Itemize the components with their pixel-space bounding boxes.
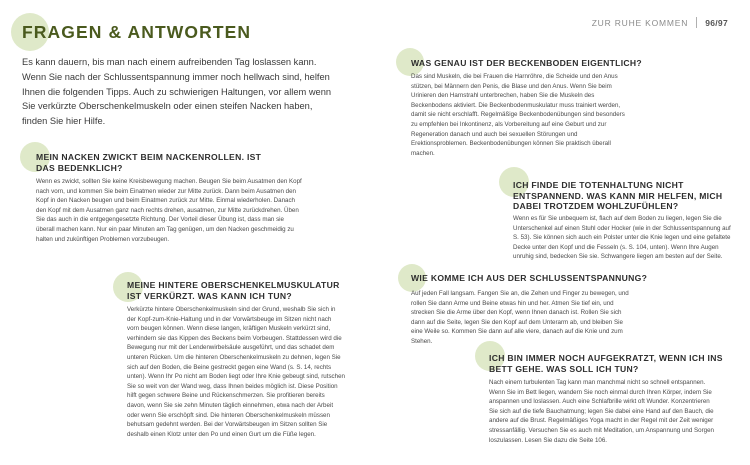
page-numbers: 96/97 — [705, 17, 728, 28]
answer-corpse-pose: Wenn es für Sie unbequem ist, flach auf dem Boden zu liegen, legen Sie die Unterschenkel auf einen Stuhl oder Hocker (wie in der Schlussentspannung auf S. 53). Sie können sich auch ein Polster unter die Knie legen und eine gefaltete Decke unter den Kopf und die Fesseln (s. S. 104, unten). Wenn Ihre Augen unruhig sind, bedecken Sie sie. Schwangere liegen am besten auf der Seite. — [513, 215, 731, 261]
question-corpse-pose: ICH FINDE DIE TOTENHALTUNG NICHT ENTSPANNEND. WAS KANN MIR HELFEN, MICH DABEI TROTZDEM WOHLZUFÜHLEN? — [513, 180, 723, 211]
answer-hamstrings: Verkürzte hintere Oberschenkelmuskeln sind der Grund, weshalb Sie sich in der Kopf-zum-Knie-Haltung und in der Vorwärtsbeuge im Sitzen nicht nach vorn beugen können. Wenn diese langen, kräftigen Muskeln verkürzt sind, verhindern sie das Kippen des Beckens beim Vorbeugen. Stattdessen wird die Bewegung nur mit der Lendenwirbelsäule ausgeführt, und das schadet dem unteren Rücken. Um die hinteren Oberschenkelmuskeln zu dehnen, legen Sie sich auf den Boden, die Beine gestreckt gegen eine Wand (s. S. 14, rechts unten). Wenn Ihr Po nicht am Boden liegt oder Ihre Knie gebeugt sind, rutschen Sie so weit von der Wand weg, dass Ihnen beides möglich ist. Diese Position hilft gegen schwere Beine und Rückenschmerzen. Sie profitieren bereits davon, wenn Sie sie zehn Minuten täglich einnehmen, etwa nach der Arbeit oder wenn Sie erschöpft sind. Die hinteren Oberschenkelmuskeln müssen behutsam gedehnt werden. Bei der Vorwärtsbeugen im Sitzen sollten Sie deshalb einen Klotz unter den Po und einen Gurt um die Füße legen. — [127, 306, 345, 438]
answer-wound-up: Nach einem turbulenten Tag kann man manchmal nicht so schnell entspannen. Wenn Sie im Bett liegen, wandern Sie noch einmal durch Ihren Körper, indem Sie anspannen und loslassen. Auch eine Schlafbrille wirkt oft Wunder. Konzentrieren Sie sich auf die tiefe Bauchatmung; legen Sie dabei eine Hand auf den Bauch, die andere auf die Brust. Regelmäßiges Yoga macht in der Regel mit der Zeit weniger stressanfällig. Versuchen Sie es auch mit Meditation, um Anspannung und Sorgen loszulassen. Lesen Sie dazu die Seite 106. — [489, 379, 714, 444]
question-leaving-relaxation: WIE KOMME ICH AUS DER SCHLUSSENTSPANNUNG? — [411, 273, 648, 283]
question-pelvic-floor: WAS GENAU IST DER BECKENBODEN EIGENTLICH? — [411, 58, 642, 68]
question-hamstrings: MEINE HINTERE OBERSCHENKELMUSKULATUR IST VERKÜRZT. WAS KANN ICH TUN? — [127, 280, 340, 301]
answer-pelvic-floor: Das sind Muskeln, die bei Frauen die Harnröhre, die Scheide und den Anus stützen, bei Männern den Penis, die Blase und den Anus. Wenn Sie beim Urinieren den Harnstrahl unterbrechen, haben Sie die Muskeln des Beckenbodens aktiviert. Die Beckenbodenmuskulatur muss trainiert werden, damit sie nicht erschlafft. Regelmäßige Beckenbodenübungen sind besonders zu empfehlen bei Inkontinenz, als Vorbereitung auf eine Geburt und zur Regeneration danach und auch bei sexuellen Störungen und Erektionsproblemen. Beckenbodenübungen können Sie praktisch überall machen. — [411, 73, 625, 157]
chapter-label: ZUR RUHE KOMMEN — [591, 17, 689, 28]
question-neck: MEIN NACKEN ZWICKT BEIM NACKENROLLEN. IST DAS BEDENKLICH? — [36, 152, 262, 173]
header-divider — [696, 17, 697, 28]
question-wound-up: ICH BIN IMMER NOCH AUFGEKRATZT, WENN ICH INS BETT GEHE. WAS SOLL ICH TUN? — [489, 353, 723, 374]
page-title: FRAGEN & ANTWORTEN — [22, 22, 252, 42]
running-header — [592, 17, 728, 28]
answer-leaving-relaxation: Auf jeden Fall langsam. Fangen Sie an, die Zehen und Finger zu bewegen, und rollen Sie dann Arme und Beine etwas hin und her. Atmen Sie tief ein, und strecken Sie die Arme über den Kopf, wenn Ihnen danach ist. Rollen Sie sich dann auf die Seite, legen Sie den Kopf auf dem Unterarm ab, und bleiben Sie eine Weile so. Kommen Sie dann auf alle viere, danach auf die Knie und zum Stehen. — [411, 290, 629, 345]
answer-neck: Wenn es zwickt, sollten Sie keine Kreisbewegung machen. Beugen Sie beim Ausatmen den Kopf nach vorn, und kommen Sie beim Einatmen wieder zur Mitte zurück. Dann beim Ausatmen den Kopf in den Nacken beugen und beim Einatmen zurück zur Mitte. Einmal wiederholen. Danach den Kopf mit dem Ausatmen ganz nach rechts drehen, ausatmen, zur Mitte zurückdrehen. Üben Sie das auch in die entgegengesetzte Richtung. Der Vorteil dieser Übung ist, dass man sie überall machen kann. Nur ein paar Minuten am Tag genügen, um den Nacken geschmeidig zu halten und zukünftigen Problemen vorzubeugen. — [36, 178, 302, 243]
intro-paragraph: Es kann dauern, bis man nach einem aufreibenden Tag loslassen kann. Wenn Sie nach der Schlussentspannung immer noch hellwach sind, helfen Ihnen die folgenden Tipps. Auch zu schwierigen Haltungen, vor allem wenn Sie verkürzte Oberschenkelmuskeln oder einen steifen Nacken haben, finden Sie hier Hilfe. — [22, 57, 332, 127]
